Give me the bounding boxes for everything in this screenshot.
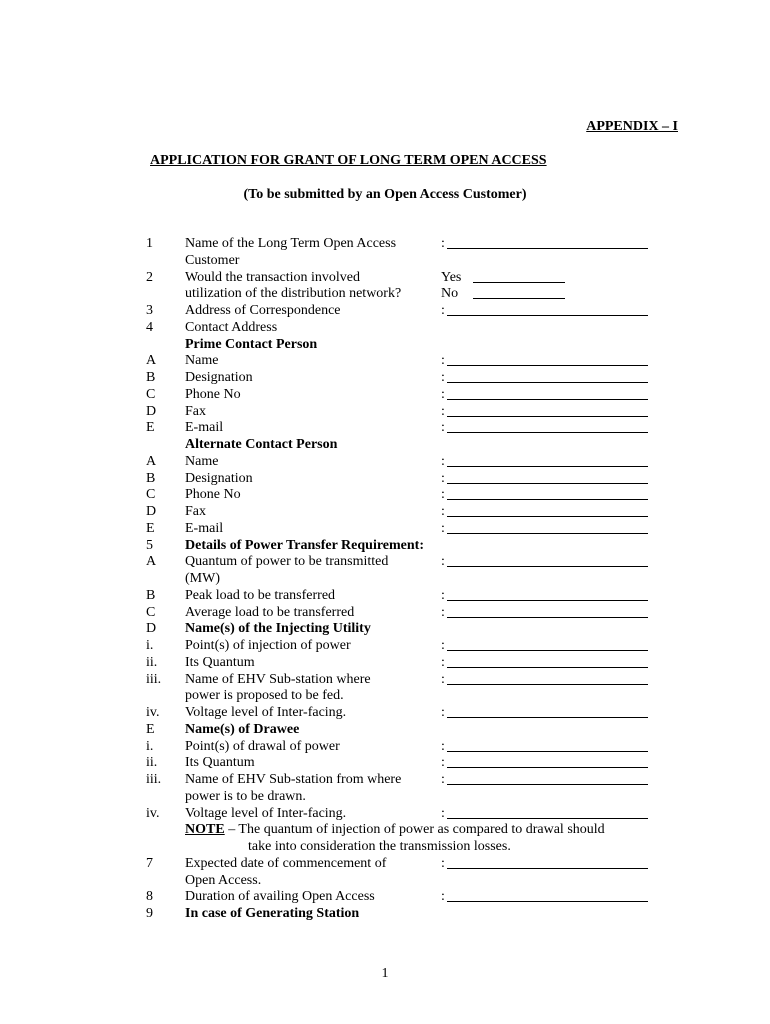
- row-number: iii.: [146, 772, 162, 787]
- form-row: [0, 337, 770, 354]
- row-number: D: [146, 403, 157, 419]
- fill-in-blank[interactable]: [447, 667, 648, 668]
- field-label: [185, 353, 218, 370]
- row-number: 4: [146, 319, 153, 335]
- note-heading: NOTE: [185, 822, 225, 838]
- row-number: A: [146, 453, 157, 469]
- field-label: [185, 856, 386, 873]
- row-number: i.: [146, 638, 154, 653]
- fill-in-blank[interactable]: [447, 248, 648, 249]
- row-number: E: [146, 420, 155, 436]
- label-text: Name(s) of Drawee: [185, 721, 300, 737]
- row-number: B: [146, 587, 156, 603]
- label-text: Name of the Long Term Open Access: [185, 236, 397, 251]
- fill-in-blank[interactable]: [447, 499, 648, 500]
- label-text: power is proposed to be fed.: [185, 688, 344, 704]
- fill-in-blank[interactable]: [447, 784, 648, 785]
- field-label: [185, 303, 341, 320]
- form-row: [0, 755, 770, 772]
- row-number: iv.: [146, 805, 160, 821]
- field-colon: :: [441, 470, 445, 486]
- label-text: Quantum of power to be transmitted: [185, 554, 389, 570]
- label-text: Point(s) of drawal of power: [185, 738, 340, 754]
- field-label: [185, 404, 206, 421]
- label-text: Alternate Contact Person: [185, 437, 338, 452]
- fill-in-blank[interactable]: [447, 650, 648, 651]
- field-colon: :: [441, 889, 445, 905]
- label-text: Phone No: [185, 487, 241, 503]
- field-colon: :: [441, 755, 445, 771]
- label-text: Name of EHV Sub-station where: [185, 671, 371, 687]
- label-text: Prime Contact Person: [185, 336, 318, 352]
- field-colon: :: [441, 671, 445, 687]
- label-text: (MW): [185, 571, 220, 586]
- fill-in-blank[interactable]: [447, 818, 648, 819]
- yes-option-label: Yes: [441, 269, 462, 285]
- field-colon: :: [441, 504, 445, 519]
- row-number: 8: [146, 889, 153, 905]
- label-text: Duration of availing Open Access: [185, 889, 375, 905]
- row-number: C: [146, 604, 156, 620]
- label-text: Its Quantum: [185, 755, 255, 771]
- field-colon: :: [441, 654, 445, 670]
- form-row: [0, 789, 770, 806]
- form-row: [0, 236, 770, 253]
- form-row: [0, 454, 770, 471]
- field-colon: :: [441, 587, 445, 603]
- row-number: iii.: [146, 671, 162, 687]
- form-row: [0, 286, 770, 303]
- form-row: [0, 722, 770, 739]
- fill-in-blank[interactable]: [447, 684, 648, 685]
- field-label: [185, 789, 306, 806]
- field-label: [185, 672, 371, 689]
- field-label: [185, 370, 253, 387]
- form-row: [0, 806, 770, 823]
- field-colon: :: [441, 855, 445, 871]
- form-row: [0, 270, 770, 287]
- page-subtitle: (To be submitted by an Open Access Customer): [243, 187, 527, 202]
- label-text: Open Access.: [185, 872, 262, 888]
- note-continuation: take into consideration the transmission losses.: [248, 839, 511, 854]
- fill-in-blank[interactable]: [447, 516, 648, 517]
- row-number: 3: [146, 303, 153, 318]
- field-label: [185, 521, 223, 538]
- field-label: [185, 605, 354, 622]
- field-label: [185, 755, 255, 772]
- fill-in-blank[interactable]: [447, 466, 648, 467]
- form-row: [0, 638, 770, 655]
- fill-in-blank[interactable]: [447, 315, 648, 316]
- row-number: 5: [146, 537, 153, 553]
- field-label: [185, 705, 346, 722]
- row-number: D: [146, 621, 157, 637]
- label-text: Would the transaction involved: [185, 269, 360, 285]
- field-label: [185, 889, 375, 906]
- field-label: [185, 655, 255, 672]
- form-row: [0, 839, 770, 856]
- field-label: [185, 236, 396, 253]
- fill-in-blank[interactable]: [447, 483, 648, 484]
- field-label: [185, 588, 335, 605]
- fill-in-blank[interactable]: [447, 717, 648, 718]
- label-text: Its Quantum: [185, 654, 255, 670]
- field-label: [185, 471, 253, 488]
- field-label: [185, 320, 277, 337]
- form-row: [0, 471, 770, 488]
- fill-in-blank[interactable]: [447, 566, 648, 567]
- row-number: ii.: [146, 755, 158, 771]
- label-text: Contact Address: [185, 319, 278, 335]
- row-number: A: [146, 554, 157, 570]
- form-row: [0, 521, 770, 538]
- field-colon: :: [441, 604, 445, 620]
- form-row: [0, 303, 770, 320]
- label-text: E-mail: [185, 420, 224, 436]
- field-label: [185, 420, 223, 437]
- label-text: Point(s) of injection of power: [185, 638, 351, 653]
- label-text: E-mail: [185, 520, 224, 536]
- field-label: [185, 638, 351, 655]
- row-number: D: [146, 504, 157, 519]
- field-colon: :: [441, 487, 445, 503]
- label-text: Name of EHV Sub-station from where: [185, 772, 402, 787]
- field-label: [185, 504, 206, 521]
- form-row: [0, 873, 770, 890]
- field-label: [185, 454, 218, 471]
- yes-option-blank[interactable]: [473, 282, 565, 283]
- label-text: Fax: [185, 504, 206, 519]
- label-text: Expected date of commencement of: [185, 855, 387, 871]
- field-label: [185, 554, 388, 571]
- field-colon: :: [441, 554, 445, 570]
- row-number: A: [146, 353, 157, 369]
- form-row: [0, 370, 770, 387]
- field-label: [185, 739, 340, 756]
- label-text: Address of Correspondence: [185, 303, 341, 318]
- row-number: 9: [146, 906, 153, 921]
- fill-in-blank[interactable]: [447, 399, 648, 400]
- label-text: Fax: [185, 403, 206, 419]
- form-row: [0, 404, 770, 421]
- fill-in-blank[interactable]: [447, 416, 648, 417]
- form-row: [0, 856, 770, 873]
- row-number: B: [146, 370, 156, 385]
- page-number: 1: [381, 966, 389, 981]
- row-number: C: [146, 386, 156, 402]
- label-text: Peak load to be transferred: [185, 587, 336, 603]
- fill-in-blank[interactable]: [447, 751, 648, 752]
- form-row: [0, 588, 770, 605]
- field-colon: :: [441, 236, 445, 251]
- section-heading: [185, 337, 317, 354]
- row-number: i.: [146, 738, 154, 754]
- fill-in-blank[interactable]: [447, 901, 648, 902]
- appendix-heading: APPENDIX – I: [586, 119, 678, 134]
- label-text: Designation: [185, 470, 253, 486]
- note-body: – The quantum of injection of power as compared to drawal should: [224, 822, 605, 838]
- form-row: [0, 906, 770, 923]
- row-number: ii.: [146, 654, 158, 670]
- field-label: [185, 487, 241, 504]
- field-label: [185, 688, 344, 705]
- form-row: [0, 253, 770, 270]
- form-row: [0, 655, 770, 672]
- row-number: 7: [146, 855, 153, 871]
- form-row: [0, 605, 770, 622]
- form-row: [0, 688, 770, 705]
- field-colon: :: [441, 386, 445, 402]
- label-text: power is to be drawn.: [185, 788, 306, 804]
- label-text: Phone No: [185, 386, 241, 402]
- no-option-label: No: [441, 286, 459, 302]
- fill-in-blank[interactable]: [447, 382, 648, 383]
- fill-in-blank[interactable]: [447, 533, 648, 534]
- field-label: [185, 571, 220, 588]
- label-text: Designation: [185, 370, 253, 385]
- label-text: Voltage level of Inter-facing.: [185, 805, 347, 821]
- field-colon: :: [441, 772, 445, 787]
- label-suffix: :: [419, 537, 425, 553]
- form-row: [0, 420, 770, 437]
- field-label: [185, 873, 261, 890]
- row-number: iv.: [146, 705, 160, 720]
- field-colon: :: [441, 420, 445, 436]
- form-row: [0, 320, 770, 337]
- field-colon: :: [441, 303, 445, 318]
- label-text: Voltage level of Inter-facing.: [185, 705, 347, 720]
- fill-in-blank[interactable]: [447, 600, 648, 601]
- note-text: [185, 822, 605, 839]
- form-row: [0, 487, 770, 504]
- field-colon: :: [441, 370, 445, 385]
- fill-in-blank[interactable]: [447, 365, 648, 366]
- row-number: 2: [146, 269, 153, 285]
- section-heading: [185, 722, 299, 739]
- label-text: Customer: [185, 252, 240, 268]
- form-row: [0, 437, 770, 454]
- form-row: [0, 772, 770, 789]
- form-row: [0, 554, 770, 571]
- no-option-blank[interactable]: [473, 298, 565, 299]
- section-heading: [185, 538, 424, 555]
- fill-in-blank[interactable]: [447, 767, 648, 768]
- field-label: [185, 387, 241, 404]
- field-colon: :: [441, 805, 445, 821]
- field-colon: :: [441, 520, 445, 536]
- form-row: [0, 705, 770, 722]
- field-colon: :: [441, 638, 445, 653]
- row-number: 1: [146, 236, 153, 251]
- field-label: [185, 772, 401, 789]
- fill-in-blank[interactable]: [447, 868, 648, 869]
- row-number: E: [146, 520, 155, 536]
- section-heading: [185, 437, 337, 454]
- form-row: [0, 822, 770, 839]
- label-text: utilization of the distribution network?: [185, 286, 402, 302]
- form-row: [0, 672, 770, 689]
- label-text: Details of Power Transfer Requirement: [185, 537, 420, 553]
- form-rows: [0, 236, 770, 923]
- field-colon: :: [441, 353, 445, 369]
- field-colon: :: [441, 738, 445, 754]
- row-number: C: [146, 487, 156, 503]
- form-row: [0, 387, 770, 404]
- section-heading: [185, 906, 359, 923]
- form-row: [0, 504, 770, 521]
- field-label: [185, 806, 346, 823]
- row-number: E: [146, 721, 155, 737]
- page-title: APPLICATION FOR GRANT OF LONG TERM OPEN ACCESS: [150, 153, 547, 168]
- form-row: [0, 538, 770, 555]
- label-text: In case of Generating Station: [185, 906, 360, 921]
- field-colon: :: [441, 705, 445, 720]
- fill-in-blank[interactable]: [447, 617, 648, 618]
- form-row: [0, 739, 770, 756]
- field-label: [185, 286, 401, 303]
- row-number: B: [146, 470, 156, 486]
- form-row: [0, 889, 770, 906]
- label-text: Name: [185, 453, 219, 469]
- label-text: Name(s) of the Injecting Utility: [185, 621, 371, 637]
- label-text: Average load to be transferred: [185, 604, 355, 620]
- section-heading: [185, 621, 371, 638]
- field-label: [185, 270, 360, 287]
- field-colon: :: [441, 453, 445, 469]
- field-colon: :: [441, 403, 445, 419]
- form-row: [0, 353, 770, 370]
- form-row: [0, 621, 770, 638]
- fill-in-blank[interactable]: [447, 432, 648, 433]
- label-text: Name: [185, 353, 219, 369]
- field-label: [185, 253, 239, 270]
- form-row: [0, 571, 770, 588]
